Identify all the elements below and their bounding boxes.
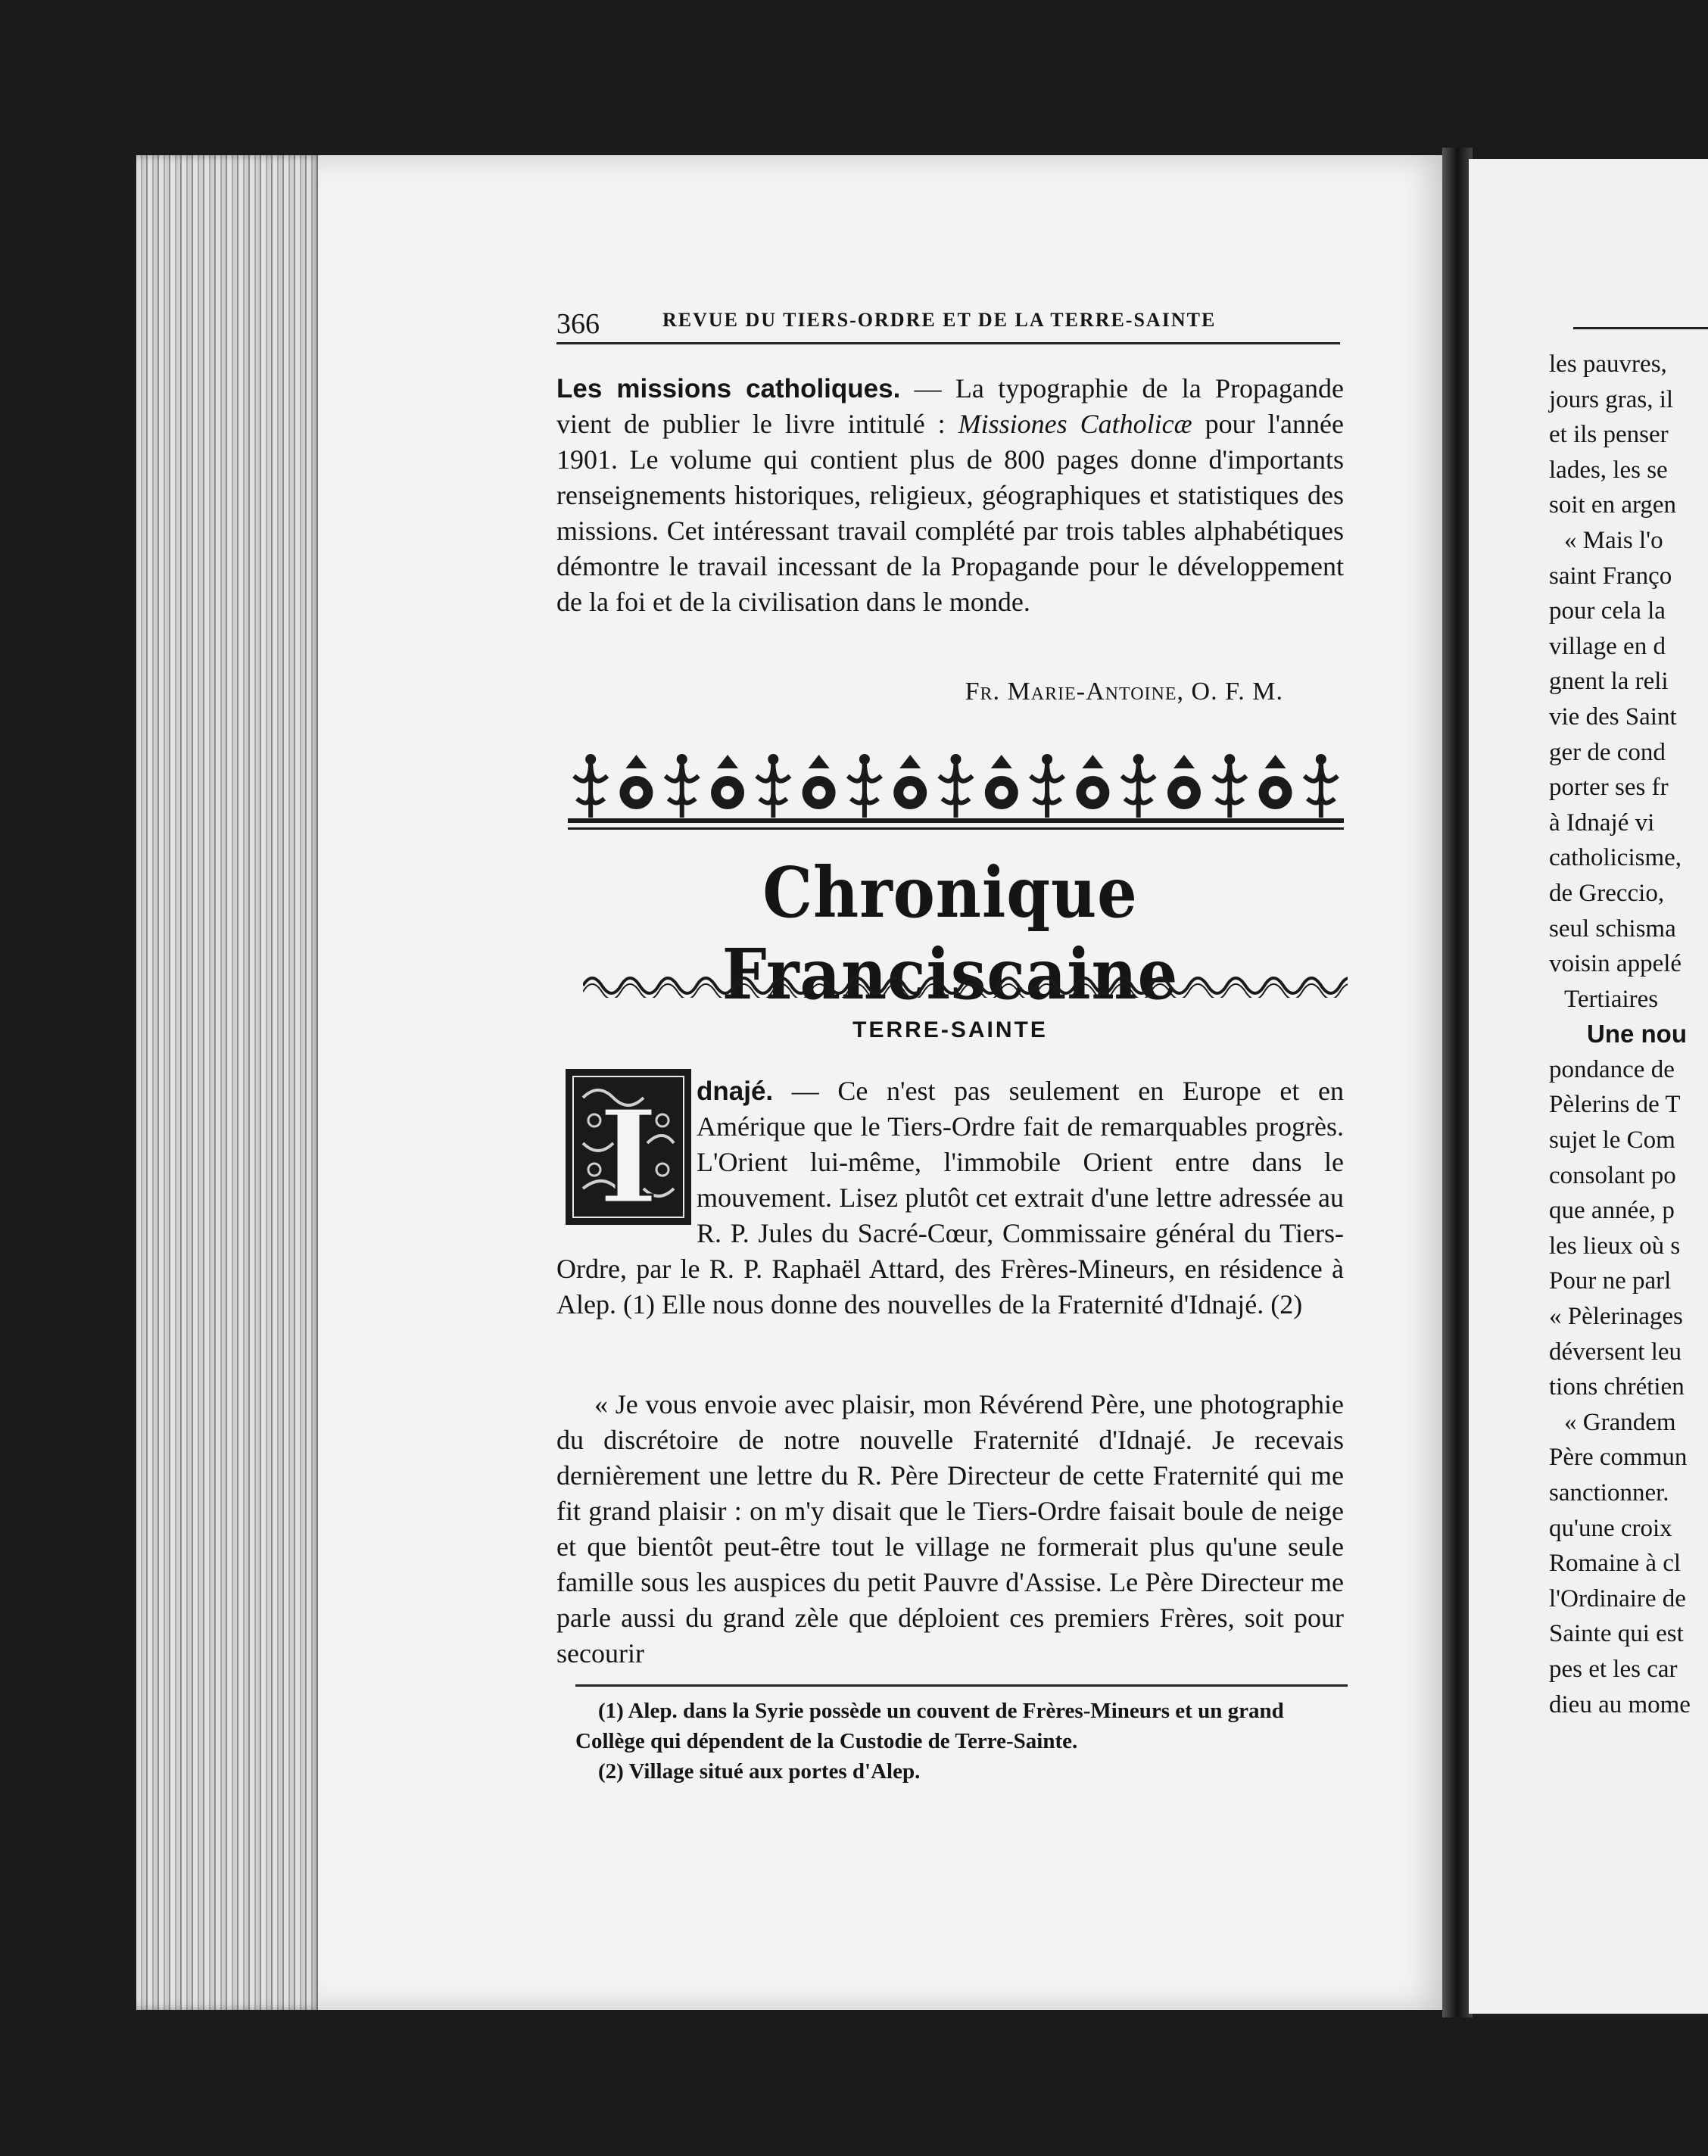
ornament-motif xyxy=(940,754,973,818)
right-page-line: les pauvres, xyxy=(1549,351,1667,378)
footnote-2: (2) Village situé aux portes d'Alep. xyxy=(598,1759,921,1784)
right-page-line: Une nou xyxy=(1587,1020,1687,1048)
right-page-line: l'Ordinaire de xyxy=(1549,1584,1686,1612)
book-gutter xyxy=(1442,148,1473,2017)
header-rule xyxy=(556,342,1340,344)
idnaje-text: — Ce n'est pas seulement en Europe et en Amérique que le Tiers-Ordre fait de remarquables progrès. L'Orient lui-même, l'immobile Orient entre dans le mouvement. Lisez plutôt cet extrait d'une lettre adressée au R. P. Jules du Sacré-Cœur, Commissaire général du Tiers-Ordre, par le R. P. Raphaël Attard, des Frères-Mineurs, en résidence à Alep. (1) Elle nous donne des nouvelles de la Fraternité d'Idnajé. (2) xyxy=(556,1076,1344,1319)
ornament-motif xyxy=(803,755,836,809)
right-page-line: ger de cond xyxy=(1549,738,1666,766)
right-page-line: Tertiaires xyxy=(1564,985,1659,1013)
idnaje-paragraph xyxy=(556,1073,1344,1323)
ornament-motif xyxy=(756,754,790,818)
right-page-line: seul schisma xyxy=(1549,914,1676,942)
chronique-title: Chronique Franciscaine xyxy=(722,852,1179,1015)
right-page-line: tions chrétien xyxy=(1549,1373,1685,1401)
page-header xyxy=(556,303,1340,341)
right-page-line: déversent leu xyxy=(1549,1338,1682,1366)
right-page-line: pondance de xyxy=(1549,1055,1675,1083)
idnaje-lead: dnajé. xyxy=(697,1076,774,1106)
right-page-line: pes et les car xyxy=(1549,1655,1678,1683)
right-page-line: soit en argen xyxy=(1549,491,1677,519)
right-page-line: de Greccio, xyxy=(1549,879,1665,907)
right-page-line: porter ses fr xyxy=(1549,774,1669,802)
right-page-line: gnent la reli xyxy=(1549,668,1669,696)
missions-paragraph xyxy=(556,371,1344,620)
right-page-line: Pèlerins de T xyxy=(1549,1091,1681,1119)
ornament-motif xyxy=(1259,755,1292,809)
right-page-line: voisin appelé xyxy=(1549,950,1682,978)
ornament-motif xyxy=(985,755,1018,809)
page-number: 366 xyxy=(556,308,600,340)
section-heading: TERRE-SAINTE xyxy=(852,1017,1048,1042)
book-page-edges xyxy=(136,155,322,2010)
right-page-line: Pour ne parl xyxy=(1549,1267,1672,1295)
wave-ornament-icon xyxy=(583,967,1348,998)
footnote-rule xyxy=(575,1684,1348,1687)
ornament-motif xyxy=(848,754,881,818)
ornament-motif xyxy=(893,755,927,809)
missions-text-2: pour l'année 1901. Le volume qui contient plus de 800 pages donne d'importants renseignements historiques, religieux, géographiques et statistiques des missions. Cet intéressant travail complété par trois tables alphabétiques démontre le travail incessant de la Propagande pour le développement de la foi et de la civilisation dans le monde. xyxy=(556,409,1344,617)
right-page-line: les lieux où s xyxy=(1549,1232,1681,1260)
right-page-line: catholicisme, xyxy=(1549,844,1682,872)
right-page-line: village en d xyxy=(1549,632,1666,660)
ornament-motif xyxy=(574,754,607,818)
ornament-motif xyxy=(1167,755,1201,809)
right-page-line: à Idnajé vi xyxy=(1549,808,1655,837)
right-page-line: dieu au mome xyxy=(1549,1690,1691,1718)
right-page-line: « Grandem xyxy=(1564,1408,1676,1436)
right-page-header-rule xyxy=(1573,327,1708,329)
right-page-line: Romaine à cl xyxy=(1549,1550,1682,1578)
right-page-line: pour cela la xyxy=(1549,597,1666,625)
right-page-line: que année, p xyxy=(1549,1197,1675,1225)
drop-cap-letter: I xyxy=(598,1082,659,1226)
running-title: REVUE DU TIERS-ORDRE ET DE LA TERRE-SAINTE xyxy=(662,309,1217,331)
right-page-line: lades, les se xyxy=(1549,456,1668,484)
ornament-motif xyxy=(619,755,653,809)
ornament-motif xyxy=(1213,754,1246,818)
missions-signature: Fr. Marie-Antoine, O. F. M. xyxy=(965,678,1283,706)
right-page-line: « Mais l'o xyxy=(1564,526,1663,554)
ornament-motif xyxy=(1122,754,1155,818)
right-page-line: Sainte qui est xyxy=(1549,1620,1684,1648)
right-page-line: vie des Saint xyxy=(1549,703,1677,731)
right-page-line: Père commun xyxy=(1549,1444,1688,1472)
right-page-text xyxy=(1549,347,1691,1722)
footnote-1: (1) Alep. dans la Syrie possède un couvent de Frères-Mineurs et un grand Collège qui dépendent de la Custodie de Terre-Sainte. xyxy=(575,1699,1284,1753)
ornament-motif xyxy=(1030,754,1064,818)
ornament-motif xyxy=(711,755,744,809)
floral-ornament-band-icon xyxy=(568,746,1344,837)
right-page-line: « Pèlerinages xyxy=(1549,1303,1683,1331)
missions-book-title: Missiones Catholicæ xyxy=(958,409,1192,439)
ornament-motif xyxy=(1304,754,1338,818)
right-page-line: qu'une croix xyxy=(1549,1514,1672,1542)
missions-heading: Les missions catholiques. xyxy=(556,374,901,403)
letter-paragraph: « Je vous envoie avec plaisir, mon Révérend Père, une photographie du discrétoire de notre nouvelle Fraternité d'Idnajé. Je recevais dernièrement une lettre du R. Père Directeur de cette Fraternité qui me fit grand plaisir : on m'y disait que le Tiers-Ordre faisait boule de neige et que bientôt peut-être tout le village ne formerait plus qu'une seule famille sous les auspices du petit Pauvre d'Assise. Le Père Directeur me parle aussi du grand zèle que déploient ces premiers Frères, soit pour secourir xyxy=(556,1389,1344,1668)
footnotes xyxy=(575,1696,1355,1787)
right-page-line: consolant po xyxy=(1549,1161,1676,1189)
right-page-line: sanctionner. xyxy=(1549,1479,1669,1506)
missions-text-1: — La typographie de la Propagande vient de publier le livre intitulé : xyxy=(556,373,1344,439)
right-page-line: et ils penser xyxy=(1549,421,1669,449)
right-page-line: jours gras, il xyxy=(1549,385,1674,413)
right-page-line: sujet le Com xyxy=(1549,1126,1675,1154)
right-page-line: saint Franço xyxy=(1549,562,1672,590)
ornament-motif xyxy=(1076,755,1109,809)
ornament-motif xyxy=(665,754,699,818)
